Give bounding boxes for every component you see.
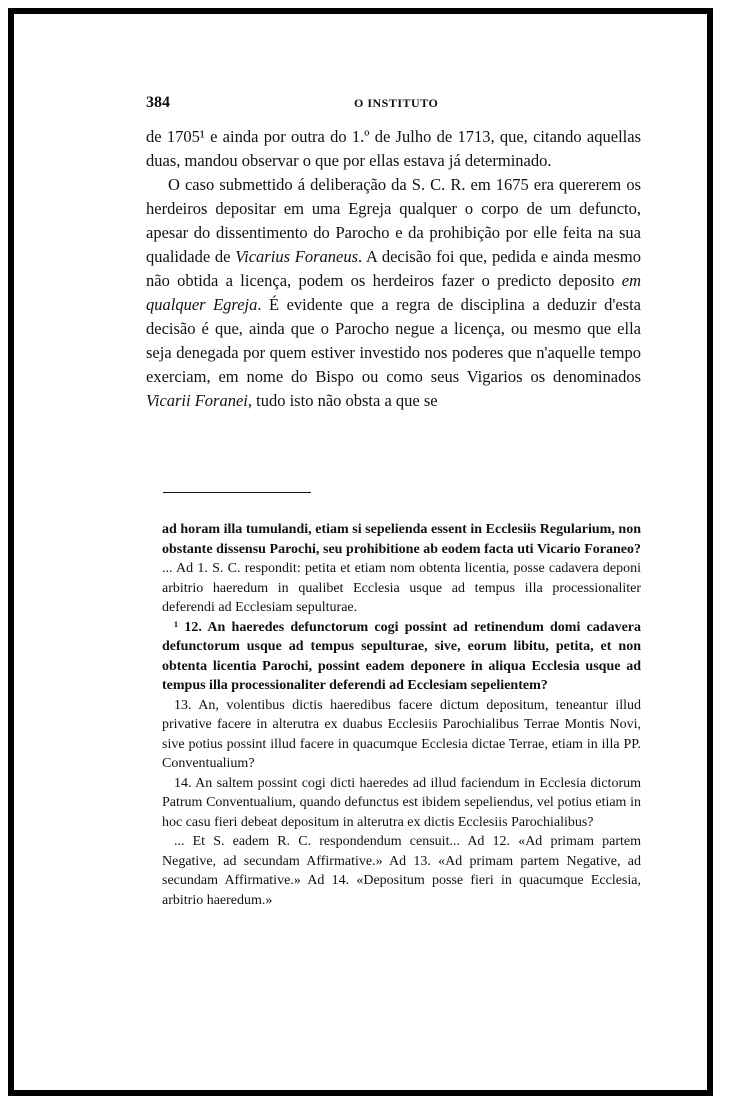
page-header <box>146 94 586 114</box>
paragraph-2-part-g: , tudo isto não obsta a que se <box>247 391 438 410</box>
footnote-1-bold: ad horam illa tumulandi, etiam si sepelienda essent in Ecclesiis Regularium, non obstante dissensu Parochi, seu prohibitione ab eodem facta uti Vicario Foraneo? <box>162 522 641 557</box>
footnote-rule <box>163 492 311 493</box>
paragraph-1: de 1705¹ e ainda por outra do 1.º de Julho de 1713, que, citando aquellas duas, mandou observar o que por ellas estava já determinado. <box>146 127 641 170</box>
running-title: O INSTITUTO <box>354 96 439 110</box>
paragraph-2-italic-vicarius: Vicarius Foraneus <box>235 247 359 266</box>
footnote-1-rest: ... Ad 1. S. C. respondit: petita et etiam nom obtenta licentia, posse cadavera deponi arbitrio haeredum in qualibet Ecclesia usque ad tempus illa processionaliter deferendi ad Ecclesiam sepulturae. <box>162 561 641 615</box>
paragraph-2-italic-egreja: em qualquer Egreja <box>146 271 641 314</box>
page-number: 384 <box>146 94 170 111</box>
footnote-5: ... Et S. eadem R. C. respondendum censuit... Ad 12. «Ad primam partem Negative, ad secundam Affirmative.» Ad 13. «Ad primam partem Negative, ad secundam Affirmative.» Ad 14. «Depositum posse fieri in quacumque Ecclesia, arbitrio haeredum.» <box>162 834 641 908</box>
footnote-1 <box>162 520 641 618</box>
footnote-2: ¹ 12. An haeredes defunctorum cogi possint ad retinendum domi cadavera defunctorum usque ad tempus sepulturae, sive, eorum libitu, petita, et non obtenta licentia Parochi, possint eadem deponere in aliqua Ecclesia usque ad tempus illa processionaliter deferendi ad Ecclesiam sepelientem? <box>162 619 641 693</box>
footnote-3: 13. An, volentibus dictis haeredibus facere dictum depositum, teneantur illud privative facere in alterutra ex duabus Ecclesiis Parochialibus Terrae Montis Novi, sive potius possint illud facere in quacumque Ecclesia dictae Terrae, etiam in illa PP. Conventualium? <box>162 697 641 771</box>
main-text <box>146 125 641 413</box>
paragraph-2-part-c: . A decisão foi que, pedida e ainda mesmo não obtida a licença, podem os herdeiros fazer o predicto deposito <box>146 247 641 290</box>
paragraph-2-part-a: O caso submettido á deliberação da S. C. R. em 1675 era quererem os herdeiros depositar em uma Egreja qualquer o corpo de um defuncto, apesar do dissentimento do Parocho e da prohibição por elle feita na sua qualidade de <box>146 175 641 266</box>
footnote-4: 14. An saltem possint cogi dicti haeredes ad illud faciendum in Ecclesia dictorum Patrum Conventualium, quando defunctus est ibidem sepeliendus, vel potius etiam in hoc casu fieri debeat depositum in alterutra ex dictis Ecclesiis Parochialibus? <box>162 775 641 830</box>
paragraph-2-italic-vicarii: Vicarii Foranei <box>146 391 248 410</box>
paragraph-2-part-e: . É evidente que a regra de disciplina a deduzir d'esta decisão é que, ainda que o Parocho negue a licença, ou mesmo que ella seja denegada por quem estiver investido nos poderes que n'aquelle tempo exerciam, em nome do Bispo ou como seus Vigarios os denominados <box>146 295 642 386</box>
paragraph-2 <box>146 173 641 413</box>
footnotes <box>162 520 641 910</box>
